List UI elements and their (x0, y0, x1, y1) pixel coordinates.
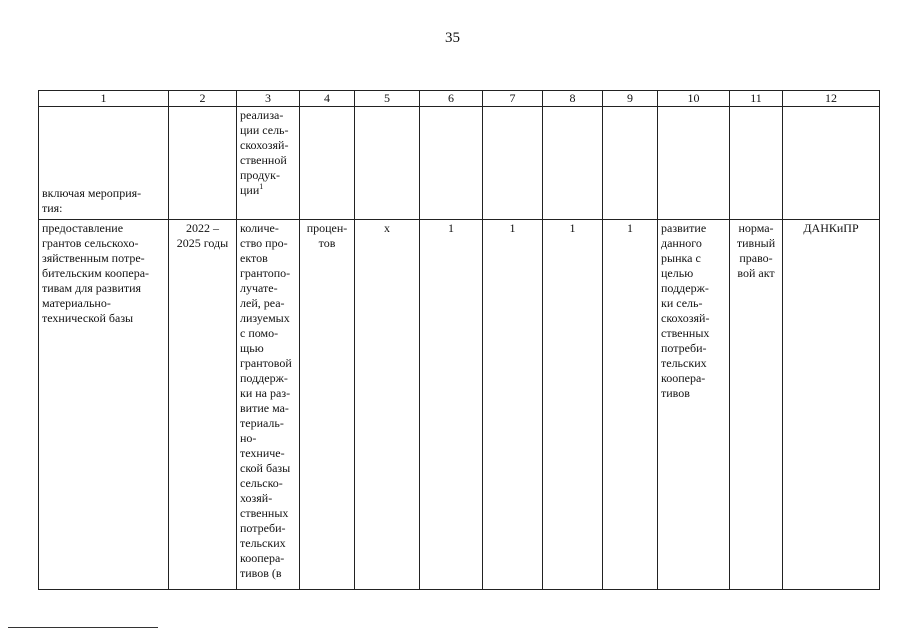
base-value-cell: х (355, 220, 420, 590)
column-number: 7 (483, 91, 543, 107)
measures-intro-text: включая мероприя- тия: (42, 186, 142, 215)
indicator-continuation-cell: реализа- ции сель- скохозяй- ственной продук- ции$^1$ (237, 107, 300, 220)
column-number: 5 (355, 91, 420, 107)
unit-cell: процен- тов (300, 220, 355, 590)
column-number: 6 (420, 91, 483, 107)
column-number: 2 (169, 91, 237, 107)
period-cell: 2022 – 2025 годы (169, 220, 237, 590)
value-2022-cell: 1 (420, 220, 483, 590)
value-2023-cell: 1 (483, 220, 543, 590)
expected-result-cell: развитие данного рынка с целью поддерж- ки сель- скохозяй- ственных потреби- тельских коопера- тивов (658, 220, 730, 590)
measure-name-cell: предоставление грантов сельскохо- зяйственным потре- бительским коопера- тивам для развития материально- технической базы (39, 220, 169, 590)
column-number: 8 (543, 91, 603, 107)
empty-cell (658, 107, 730, 220)
empty-cell (355, 107, 420, 220)
empty-cell (483, 107, 543, 220)
column-number: 10 (658, 91, 730, 107)
responsible-cell: ДАНКиПР (783, 220, 880, 590)
column-number: 1 (39, 91, 169, 107)
footnote-marker: 1 (259, 182, 264, 191)
column-number-row (39, 91, 880, 107)
empty-cell (730, 107, 783, 220)
program-table (38, 90, 880, 590)
empty-cell (603, 107, 658, 220)
continuation-row (39, 107, 880, 220)
column-number: 12 (783, 91, 880, 107)
column-number: 4 (300, 91, 355, 107)
measures-intro-cell (39, 107, 169, 220)
value-2025-cell: 1 (603, 220, 658, 590)
value-2024-cell: 1 (543, 220, 603, 590)
document-type-cell: норма- тивный право- вой акт (730, 220, 783, 590)
page-number: 35 (445, 30, 460, 46)
measure-row (39, 220, 880, 590)
empty-cell (783, 107, 880, 220)
empty-cell (543, 107, 603, 220)
empty-cell (300, 107, 355, 220)
empty-cell (420, 107, 483, 220)
empty-cell (169, 107, 237, 220)
column-number: 3 (237, 91, 300, 107)
footnote-rule (8, 627, 158, 628)
column-number: 11 (730, 91, 783, 107)
column-number: 9 (603, 91, 658, 107)
indicator-cell: количе- ство про- ектов грантопо- лучате- лей, реа- лизуемых с помо- щью грантовой поддерж- ки на раз- витие ма- териаль- но- техниче- ской базы сельско- хозяй- ственных потреби- тельских коопера- тивов (в (237, 220, 300, 590)
